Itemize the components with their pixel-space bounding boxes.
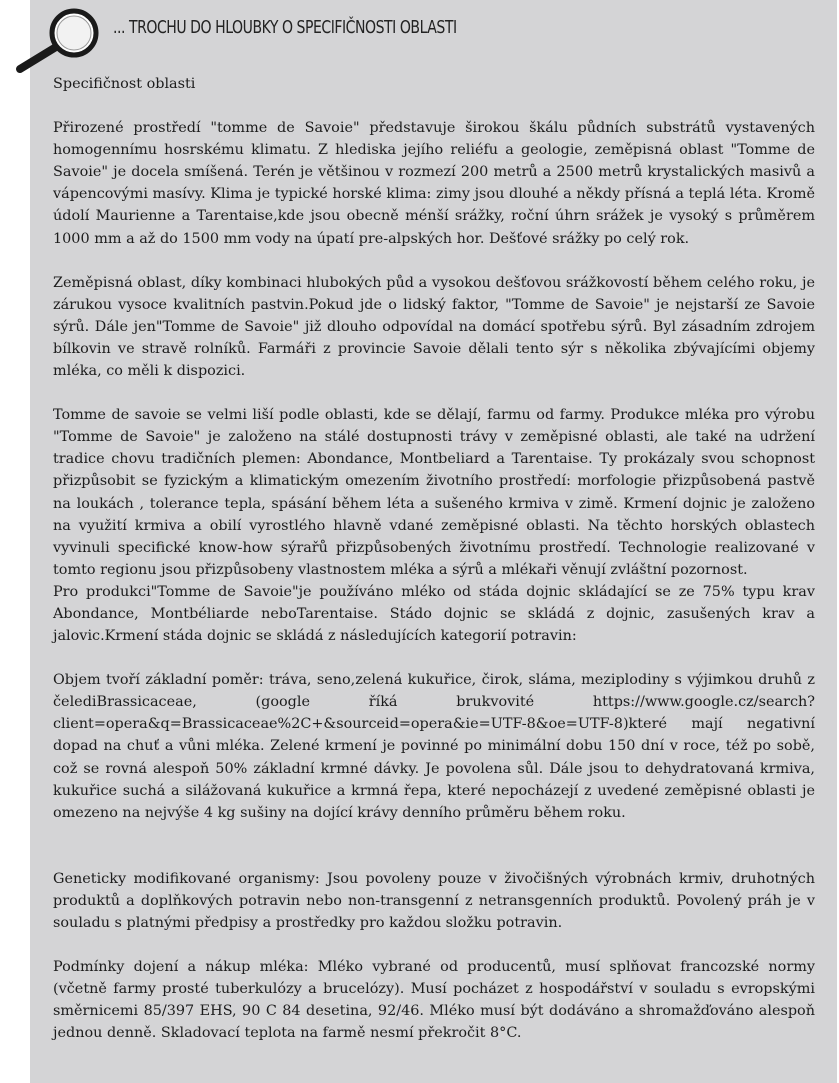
section-heading: ... TROCHU DO HLOUBKY O SPECIFIČNOSTI OBLASTI <box>113 17 457 38</box>
paragraph: Pro produkci"Tomme de Savoie"je používáno mléko od stáda dojnic skládající se ze 75% typu krav Abondance, Montbéliarde neboTarentaise. Stádo dojnic se skládá z dojnic, zasušených krav a jalovic.Krmení stáda dojnic se skládá z následujících kategorií potravin: <box>53 583 815 645</box>
paragraph: Zeměpisná oblast, díky kombinaci hlubokých půd a vysokou dešťovou srážkovostí během celého roku, je zárukou vysoce kvalitních pastvin.Pokud jde o lidský faktor, "Tomme de Savoie" je nejstarší ze Savoie sýrů. Dále jen"Tomme de Savoie" již dlouho odpovídal na domácí spotřebu sýrů. Byl zásadním zdrojem bílkovin ve stravě rolníků. Farmáři z provincie Savoie dělali tento sýr s několika zbývajícími objemy mléka, co měli k dispozici. <box>53 274 815 380</box>
article-title: Specifičnost oblasti <box>53 76 196 92</box>
paragraph: Tomme de savoie se velmi liší podle oblasti, kde se dělají, farmu od farmy. Produkce mléka pro výrobu "Tomme de Savoie" je založeno na stálé dostupnosti trávy v zeměpisné oblasti, ale také na udržení tradice chovu tradičních plemen: Abondance, Montbeliard a Tarentaise. Ty prokázaly svou schopnost přizpůsobit se fyzickým a klimatickým omezením životního prostředí: morfologie přizpůsobená pastvě na loukách , tolerance tepla, spásání během léta a sušeného krmiva v zimě. Krmení dojnic je založeno na využití krmiva a obilí vyrostlého hlavně vdané zeměpisné oblasti. Na těchto horských oblastech vyvinuli specifické know-how sýrařů přizpůsobených životnímu prostředí. Technologie realizované v tomto regionu jsou přizpůsobeny vlastnostem mléka a sýrů a mlékaři věnují zvláštní pozornost. <box>53 407 815 578</box>
paragraph: Geneticky modifikované organismy: Jsou povoleny pouze v živočišných výrobnách krmiv, druhotných produktů a doplňkových potravin nebo non-transgenní z netransgenních produktů. Povolený práh je v souladu s platnými předpisy a prostředky pro každou složku potravin. <box>53 870 815 931</box>
magnifying-glass-icon <box>8 5 100 77</box>
paragraph: Objem tvoří základní poměr: tráva, seno,zelená kukuřice, čirok, sláma, meziplodiny s výjimkou druhů z čelediBrassicaceae, (google říká brukvovité https://www.google.cz/search?client=opera&q=Brassicaceae%2C+&sourceid=opera&ie=UTF-8&oe=UTF-8)které mají negativní dopad na chuť a vůni mléka. Zelené krmení je povinné po minimální dobu 150 dní v roce, též po sobě, což se rovná alespoň 50% základní krmné dávky. Je povolena sůl. Dále jsou to dehydratovaná krmiva, kukuřice suchá a silážovaná kukuřice a krmná řepa, které nepocházejí z uvedené zeměpisné oblasti je omezeno na nejvýše 4 kg sušiny na dojící krávy denního průměru během roku. <box>53 672 815 821</box>
paragraph: Přirozené prostředí "tomme de Savoie" představuje širokou škálu půdních substrátů vystavených homogennímu hosrskému klimatu. Z hlediska jejího reliéfu a geologie, zeměpisná oblast "Tomme de Savoie" je docela smíšená. Terén je většinou v rozmezí 200 metrů a 2500 metrů krystalických masivů a vápencovými masívy. Klima je typické horské klima: zimy jsou dlouhé a někdy přísná a teplá léta. Kromě údolí Maurienne a Tarentaise,kde jsou obecně ménší srážky, roční úhrn srážek je vysoký s průměrem 1000 mm a až do 1500 mm vody na úpatí pre-alpských hor. Dešťové srážky po celý rok. <box>53 120 815 247</box>
article-body <box>53 73 815 1044</box>
paragraph: Podmínky dojení a nákup mléka: Mléko vybrané od producentů, musí splňovat francozské normy (včetně farmy prosté tuberkulózy a brucelózy). Musí pocházet z hospodářství v souladu s evropskými směrnicemi 85/397 EHS, 90 C 84 desetina, 92/46. Mléko musí být dodáváno a shromažďováno alespoň jednou denně. Skladovací teplota na farmě nesmí překročit 8°C. <box>53 959 815 1042</box>
